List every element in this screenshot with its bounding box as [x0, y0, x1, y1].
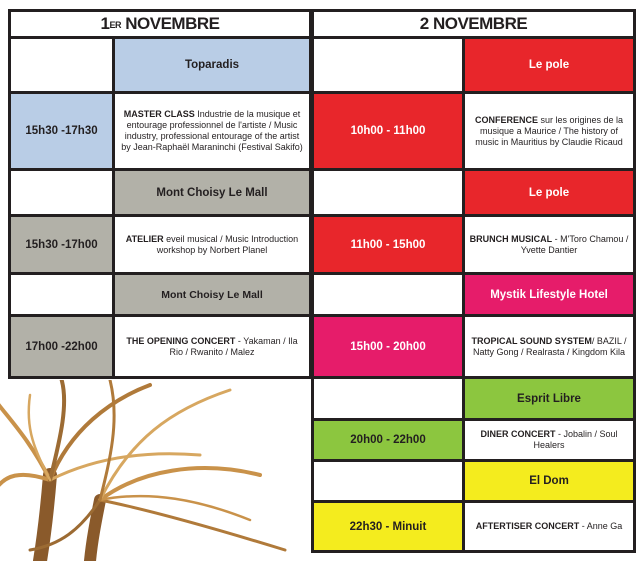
day2-row5-time	[314, 275, 462, 314]
day2-row8-desc: DINER CONCERT - Jobalin / Soul Healers	[465, 421, 633, 459]
day2-row9-time	[314, 462, 462, 500]
day1-row4-time: 15h30 -17h00	[11, 217, 112, 272]
day1-row1-time	[11, 39, 112, 91]
day2-row1-time	[314, 39, 462, 91]
day2-row7-venue: Esprit Libre	[465, 379, 633, 418]
day2-row9-venue: El Dom	[465, 462, 633, 500]
day2-row7-time	[314, 379, 462, 418]
day1-row5-time	[11, 275, 112, 314]
day1-row3-time	[11, 171, 112, 214]
day2-row4-desc: BRUNCH MUSICAL - M'Toro Chamou / Yvette Dantier	[465, 217, 633, 272]
day1-row4-desc: ATELIER eveil musical / Music Introduction workshop by Norbert Planel	[115, 217, 309, 272]
day2-row2-desc: CONFERENCE sur les origines de la musique a Maurice / The history of music in Mauritius by Claudie Ricaud	[465, 94, 633, 168]
day2-row6-time: 15h00 - 20h00	[314, 317, 462, 376]
day2-row3-venue: Le pole	[465, 171, 633, 214]
day2-row8-time: 20h00 - 22h00	[314, 421, 462, 459]
day2-row4-time: 11h00 - 15h00	[314, 217, 462, 272]
day2-header: 2 NOVEMBRE	[314, 12, 633, 36]
day2-row10-desc: AFTERTISER CONCERT - Anne Ga	[465, 503, 633, 550]
plant-illustration	[0, 380, 300, 561]
day1-row6-time: 17h00 -22h00	[11, 317, 112, 376]
day1-header: 1 $^{ER}$ NOVEMBRE	[11, 12, 309, 36]
day2-row6-desc: TROPICAL SOUND SYSTEM/ BAZIL / Natty Gong / Realrasta / Kingdom Kila	[465, 317, 633, 376]
day2-row10-time: 22h30 - Minuit	[314, 503, 462, 550]
day1-row6-desc: THE OPENING CONCERT - Yakaman / Ila Rio / Rwanito / Malez	[115, 317, 309, 376]
day1-row3-venue: Mont Choisy Le Mall	[115, 171, 309, 214]
day1-row1-venue: Toparadis	[115, 39, 309, 91]
day2-row3-time	[314, 171, 462, 214]
day2-row5-venue: Mystik Lifestyle Hotel	[465, 275, 633, 314]
day2-row2-time: 10h00 - 11h00	[314, 94, 462, 168]
day2-row1-venue: Le pole	[465, 39, 633, 91]
day1-row2-time: 15h30 -17h30	[11, 94, 112, 168]
day1-row5-venue: Mont Choisy Le Mall	[115, 275, 309, 314]
day1-row2-desc: MASTER CLASS Industrie de la musique et entourage professionnel de l'artiste / Music industry, professional entourage of the artist by Jean-Raphaël Maraninchi (Festival Sakifo)	[115, 94, 309, 168]
